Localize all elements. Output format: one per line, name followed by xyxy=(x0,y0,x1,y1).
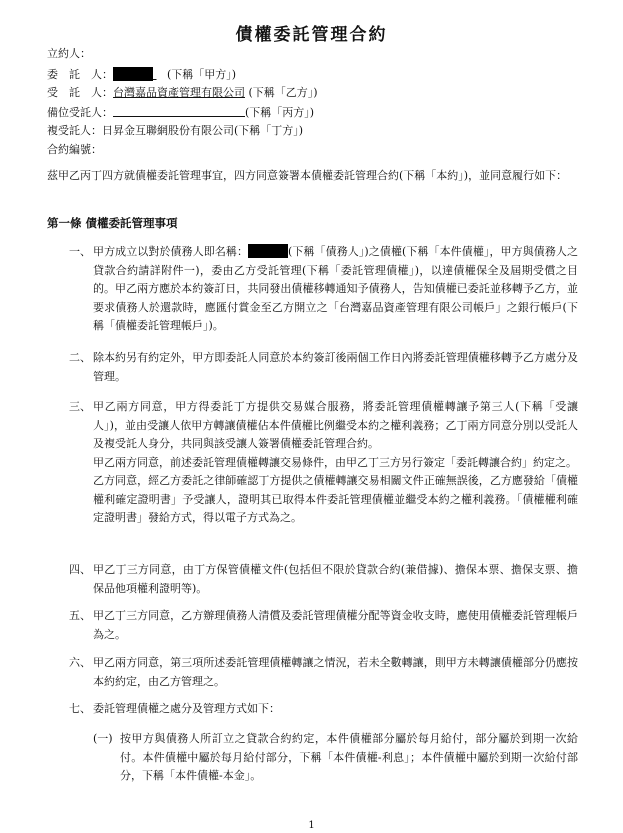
sub-item-number: (一) xyxy=(93,732,113,745)
item-number: 四、 xyxy=(69,563,91,576)
item-7-text: 委託管理債權之處分及管理方式如下： xyxy=(93,702,280,715)
party-a-suffix: (下稱「甲方」) xyxy=(167,68,237,81)
party-c-label: 備位受託人： xyxy=(47,106,113,119)
item-3-paragraph: 乙方同意，經乙方委託之律師確認丁方提供之債權轉讓交易相關文件正確無誤後，乙方應發給「債權權利確定證明書」予受讓人，證明其已取得本件委託管理債權並繼受本約之權利義務。「債權權利確定證明書」發給方式，得以電子方式為之。 xyxy=(93,474,578,524)
item-6-text: 甲乙兩方同意，第三項所述委託管理債權轉讓之情況，若未全數轉讓，則甲方未轉讓債權部分仍應按本約約定，由乙方管理之。 xyxy=(93,656,578,688)
item-number: 六、 xyxy=(69,656,91,669)
party-a-label: 委 託 人： xyxy=(47,68,113,81)
item-4-text: 甲乙丁三方同意，由丁方保管債權文件(包括但不限於貸款合約(兼借據)、擔保本票、擔保支票、擔保品他項權利證明等)。 xyxy=(93,563,578,595)
section-1-title: 第一條 債權委託管理事項 xyxy=(47,216,178,230)
item-1-text-part: 甲方成立以對於債務人即名稱： xyxy=(93,245,249,258)
item-2-text: 除本約另有約定外，甲方即委託人同意於本約簽訂後兩個工作日內將委託管理債權移轉予乙方處分及管理。 xyxy=(93,351,578,383)
item-number: 一、 xyxy=(69,245,91,258)
parties-header: 立約人： xyxy=(47,47,91,60)
item-1-text-part: (下稱「債務人」)之債權(下稱「本件債權」，甲方與債務人之貸款合約請詳附件一)，委由乙方受託管理(下稱「委託管理債權」)，以達債權保全及屆期受償之目的。甲乙兩方應於本約簽訂日，共同發出債權移轉通知予債務人，告知債權已委託並移轉予乙方，並要求債務人於還款時，應匯付賞金至乙方開立之「台灣嘉品資產管理有限公司帳戶」之銀行帳戶(下稱「債權委託管理帳戶」)。 xyxy=(93,245,579,332)
redaction-block xyxy=(248,244,288,258)
item-number: 三、 xyxy=(69,400,91,413)
contract-number-label: 合約編號： xyxy=(47,143,102,156)
redaction-block xyxy=(113,67,153,81)
party-c-suffix: (下稱「丙方」) xyxy=(245,106,315,119)
item-number: 五、 xyxy=(69,609,91,622)
party-b-name: 台灣嘉品資產管理有限公司 xyxy=(113,86,245,99)
intro-paragraph: 茲甲乙丙丁四方就債權委託管理事宜，四方同意簽署本債權委託管理合約(下稱「本約」)，並同意履行如下： xyxy=(47,169,568,182)
party-c-line xyxy=(47,105,314,120)
document-title: 債權委託管理合約 xyxy=(235,25,388,45)
party-b-suffix: (下稱「乙方」) xyxy=(248,86,318,99)
blank-underline xyxy=(113,105,245,117)
item-number: 七、 xyxy=(69,702,91,715)
item-1-text xyxy=(93,243,578,336)
item-5-text: 甲乙丁三方同意，乙方辦理債務人清償及委託管理債權分配等資金收支時，應使用債權委託管理帳戶為之。 xyxy=(93,609,578,641)
party-b-label: 受 託 人： xyxy=(47,86,113,99)
party-b-line xyxy=(47,86,318,100)
item-3-paragraph: 甲乙兩方同意，前述委託管理債權轉讓交易條件，由甲乙丁三方另行簽定「委託轉讓合約」約定之。 xyxy=(93,455,577,469)
party-d-line xyxy=(47,124,303,138)
sub-item-text: 按甲方與債務人所訂立之貸款合約約定，本件債權部分屬於每月給付，部分屬於到期一次給付。本件債權中屬於每月給付部分，下稱「本件債權-利息」；本件債權中屬於到期一次給付部分，下稱「本件債權-本金」。 xyxy=(120,732,578,782)
item-number: 二、 xyxy=(69,351,91,364)
blank-underline xyxy=(153,68,167,82)
party-d-label: 複受託人： xyxy=(47,124,102,137)
item-3-text xyxy=(93,398,578,528)
page-number: 1 xyxy=(308,820,315,831)
party-a-line xyxy=(47,67,236,82)
item-3-paragraph: 甲乙兩方同意，甲方得委託丁方提供交易媒合服務，將委託管理債權轉讓予第三人(下稱「受讓人」)，並由受讓人依甲方轉讓債權佔本件債權比例繼受本約之權利義務；乙丁兩方同意分別以受託人及複受託人身分，共同與該受讓人簽署債權委託管理合約。 xyxy=(93,400,578,450)
party-d-text: 日昇金互聯網股份有限公司(下稱「丁方」) xyxy=(102,124,304,137)
